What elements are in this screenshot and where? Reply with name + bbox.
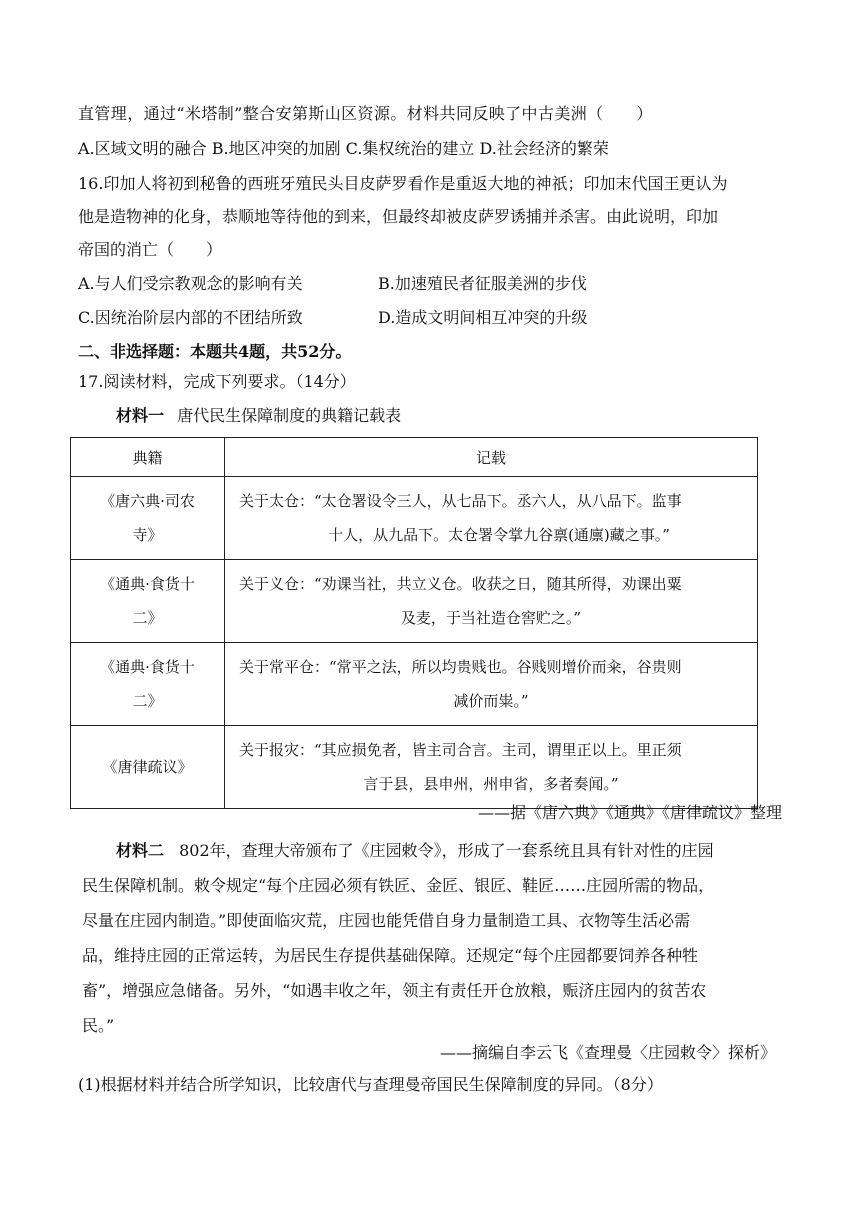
book-line: 《唐六典·司农	[100, 492, 195, 510]
question-options-line: A.区域文明的融合 B.地区冲突的加剧 C.集权统治的建立 D.社会经济的繁荣	[78, 139, 609, 158]
book-cell	[71, 477, 225, 560]
material-2-line-first	[82, 833, 782, 868]
material-2-text: 802年，查理大帝颁布了《庄园敕令》，形成了一套系统且具有针对性的庄园	[179, 841, 714, 860]
table-row	[71, 643, 758, 726]
material-2-paragraph	[82, 833, 782, 1043]
question-16-stem: 16.印加人将初到秘鲁的西班牙殖民头目皮萨罗看作是重返大地的神祇；印加末代国王更认为	[78, 174, 728, 193]
record-line: 关于报灾：“其应损免者，皆主司合言。主司，谓里正以上。里正须	[239, 741, 682, 759]
record-line: 减价而粜。”	[453, 692, 529, 710]
record-line: 言于县，县申州，州申省，多者奏闻。”	[363, 775, 619, 793]
book-line: 二》	[132, 692, 163, 710]
question-17-stem: 17.阅读材料，完成下列要求。（14分）	[78, 372, 356, 391]
record-cell	[225, 560, 758, 643]
table-row	[71, 477, 758, 560]
record-cell	[225, 643, 758, 726]
material-2-label: 材料二	[116, 841, 165, 860]
question-16-stem: 他是造物神的化身，恭顺地等待他的到来，但最终却被皮萨罗诱捕并杀害。由此说明，印加	[78, 207, 719, 226]
section-heading: 二、非选择题：本题共4题，共52分。	[78, 342, 352, 361]
record-cell	[225, 726, 758, 809]
header-book: 典籍	[71, 438, 225, 477]
table-row	[71, 560, 758, 643]
table-row	[71, 726, 758, 809]
book-cell	[71, 560, 225, 643]
question-16-stem: 帝国的消亡（ ）	[78, 240, 223, 259]
material-1-title: 唐代民生保障制度的典籍记载表	[177, 406, 402, 425]
material-2-line: 民。”	[82, 1016, 115, 1035]
record-line: 十人，从九品下。太仓署令掌九谷禀(通廪)藏之事。”	[328, 526, 670, 544]
question-text-line: 直管理，通过“米塔制”整合安第斯山区资源。材料共同反映了中古美洲（ ）	[78, 104, 653, 123]
material-2-source: ——摘编自李云飞《查理曼〈庄园敕令〉探析》	[439, 1043, 776, 1062]
record-line: 关于义仓：“劝课当社，共立义仓。收获之日，随其所得，劝课出粟	[239, 575, 682, 593]
material-2-line: 品，维持庄园的正常运转，为居民生存提供基础保障。还规定“每个庄园都要饲养各种牲	[82, 946, 699, 965]
option-c: C.因统治阶层内部的不团结所致	[78, 308, 303, 327]
material-2-line: 畜”，增强应急储备。另外，“如遇丰收之年，领主有责任开仓放粮，赈济庄园内的贫苦农	[82, 981, 707, 1000]
book-line: 二》	[132, 609, 163, 627]
material-2-line: 尽量在庄园内制造。”即使面临灾荒，庄园也能凭借自身力量制造工具、衣物等生活必需	[82, 911, 691, 930]
book-cell	[71, 643, 225, 726]
option-b: B.加速殖民者征服美洲的步伐	[378, 274, 587, 293]
header-record: 记载	[225, 438, 758, 477]
question-17-1: (1)根据材料并结合所学知识，比较唐代与查理曼帝国民生保障制度的异同。（8分）	[78, 1075, 663, 1094]
book-cell	[71, 726, 225, 809]
record-line: 关于常平仓：“常平之法，所以均贵贱也。谷贱则增价而籴，谷贵则	[239, 658, 682, 676]
material-1-label: 材料一	[116, 406, 165, 425]
option-d: D.造成文明间相互冲突的升级	[378, 308, 588, 327]
record-line: 及麦，于当社造仓窖贮之。”	[400, 609, 582, 627]
records-table	[70, 437, 758, 809]
record-cell	[225, 477, 758, 560]
book-line: 《唐律疏议》	[102, 758, 193, 776]
table-header-row	[71, 438, 758, 477]
material-2-line: 民生保障机制。敕令规定“每个庄园必须有铁匠、金匠、银匠、鞋匠……庄园所需的物品，	[82, 876, 715, 895]
option-a: A.与人们受宗教观念的影响有关	[78, 274, 303, 293]
book-line: 《通典·食货十	[100, 658, 195, 676]
material-1-source: ——据《唐六典》《通典》《唐律疏议》整理	[477, 803, 782, 822]
book-line: 《通典·食货十	[100, 575, 195, 593]
record-line: 关于太仓：“太仓署设令三人，从七品下。丞六人，从八品下。监事	[239, 492, 682, 510]
material-1-caption	[116, 406, 401, 426]
book-line: 寺》	[132, 526, 163, 544]
